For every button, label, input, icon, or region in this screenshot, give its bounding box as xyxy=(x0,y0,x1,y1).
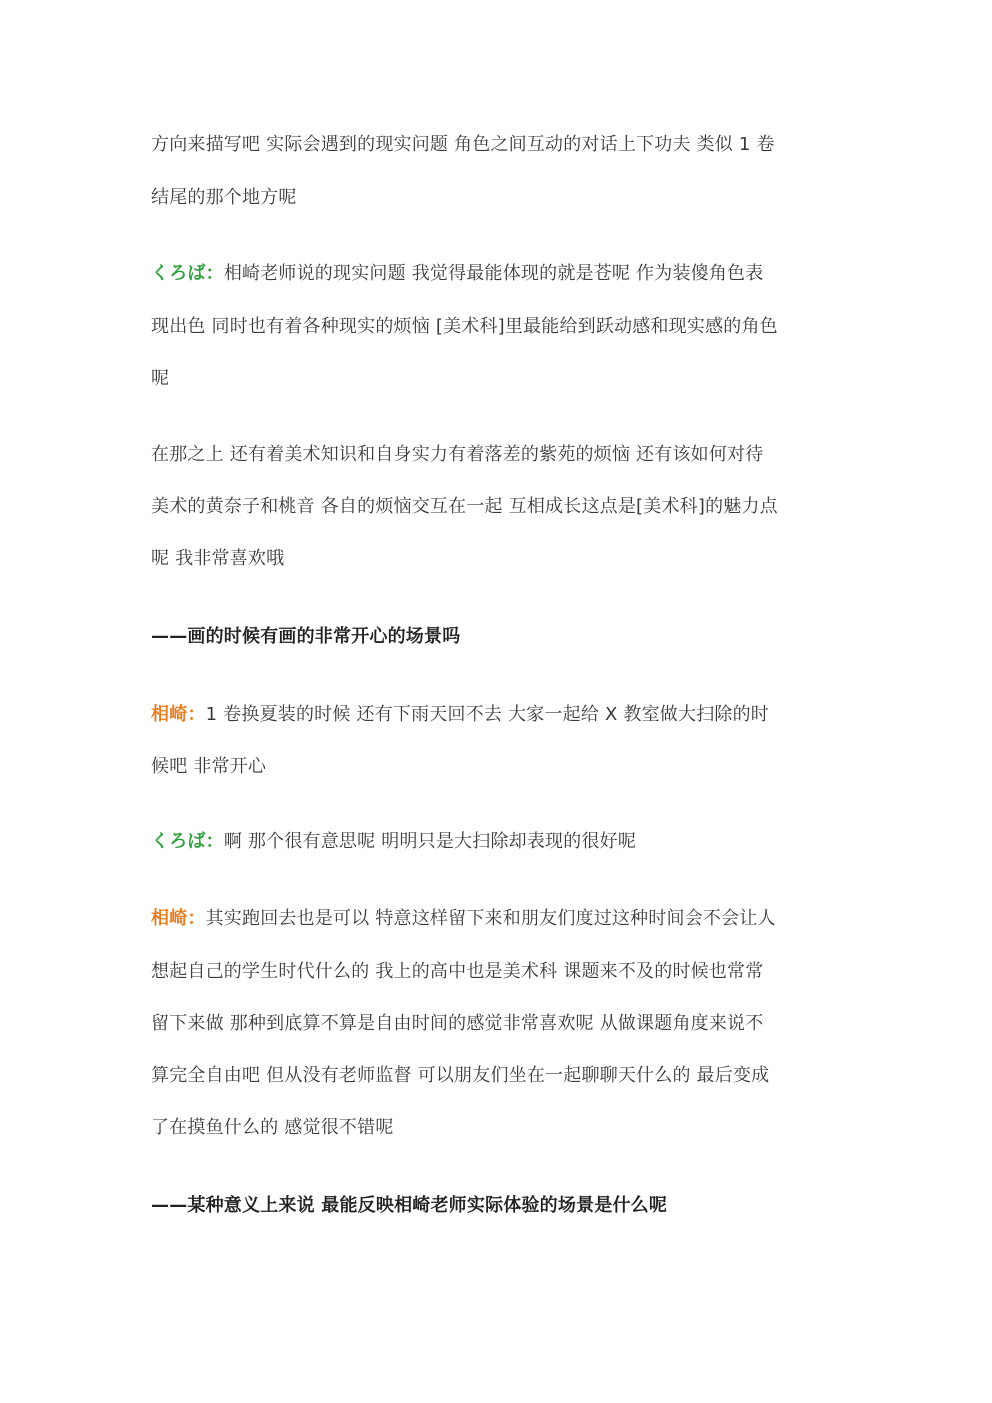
paragraph-2-line-3: 呢 xyxy=(151,368,170,389)
paragraph-1-line-2: 结尾的那个地方呢 xyxy=(151,187,297,208)
paragraph-2-text: 相崎老师说的现实问题 我觉得最能体现的就是苍呢 作为装傻角色表 xyxy=(223,263,764,284)
paragraph-4-line-2: 候吧 非常开心 xyxy=(151,756,267,777)
paragraph-6-line-4: 算完全自由吧 但从没有老师监督 可以朋友们坐在一起聊聊天什么的 最后变成 xyxy=(151,1065,770,1086)
paragraph-3-line-1: 在那之上 还有着美术知识和自身实力有着落差的紫苑的烦恼 还有该如何对待 xyxy=(151,444,764,465)
paragraph-6-text: 其实跑回去也是可以 特意这样留下来和朋友们度过这种时间会不会让人 xyxy=(205,908,776,929)
paragraph-6-line-5: 了在摸鱼什么的 感觉很不错呢 xyxy=(151,1117,394,1138)
paragraph-3-line-2: 美术的黄奈子和桃音 各自的烦恼交互在一起 互相成长这点是[美术科]的魅力点 xyxy=(151,496,778,517)
paragraph-2-line-1 xyxy=(151,261,763,287)
paragraph-5-text: 啊 那个很有意思呢 明明只是大扫除却表现的很好呢 xyxy=(223,831,637,852)
paragraph-2-line-2: 现出色 同时也有着各种现实的烦恼 [美术科]里最能给到跃动感和现实感的角色 xyxy=(151,316,778,337)
paragraph-6-line-3: 留下来做 那种到底算不算是自由时间的感觉非常喜欢呢 从做课题角度来说不 xyxy=(151,1013,764,1034)
paragraph-3-line-3: 呢 我非常喜欢哦 xyxy=(151,548,285,569)
speaker-aizaki: 相崎： xyxy=(151,704,206,725)
paragraph-5-line-1 xyxy=(151,829,636,855)
speaker-aizaki: 相崎： xyxy=(151,908,206,929)
paragraph-6-line-1 xyxy=(151,906,776,932)
paragraph-1-line-1: 方向来描写吧 实际会遇到的现实问题 角色之间互动的对话上下功夫 类似 1 卷 xyxy=(151,134,775,155)
paragraph-6-line-2: 想起自己的学生时代什么的 我上的高中也是美术科 课题来不及的时候也常常 xyxy=(151,961,764,982)
interview-question-2: ——某种意义上来说 最能反映相崎老师实际体验的场景是什么呢 xyxy=(151,1195,668,1216)
interview-question-1: ——画的时候有画的非常开心的场景吗 xyxy=(151,626,461,647)
paragraph-4-text: 1 卷换夏装的时候 还有下雨天回不去 大家一起给 X 教室做大扫除的时 xyxy=(205,704,769,725)
speaker-kuroba: くろば： xyxy=(151,263,224,284)
paragraph-4-line-1 xyxy=(151,702,769,728)
speaker-kuroba: くろば： xyxy=(151,831,224,852)
